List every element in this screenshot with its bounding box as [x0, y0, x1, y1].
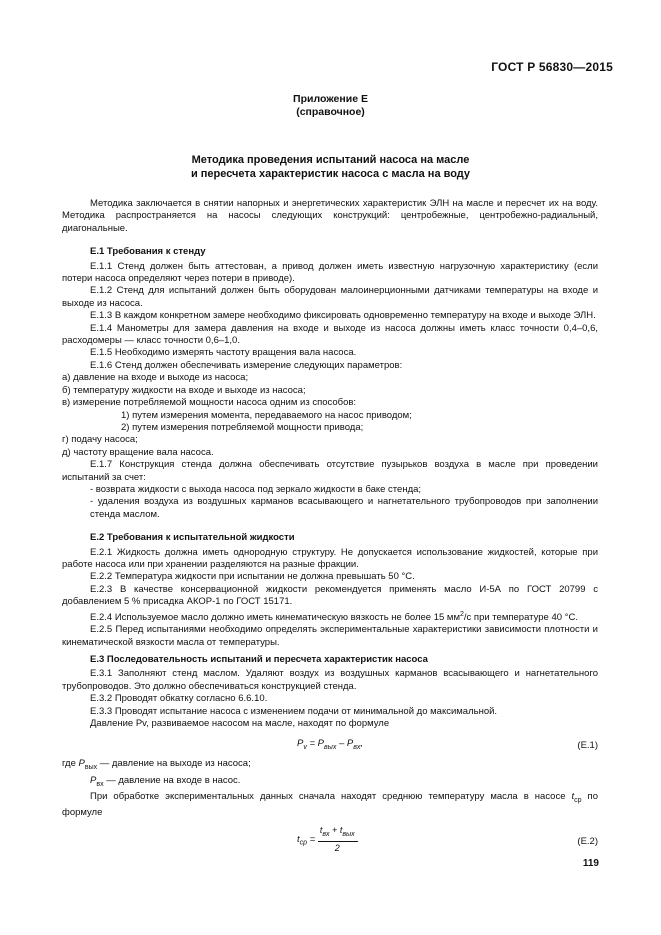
para-e2-1: Е.2.1 Жидкость должна иметь однородную структуру. Не допускается использование жидкостей, которые при работе насоса или при хранении разделяются на разные фракции.	[62, 546, 598, 570]
formula-e2	[62, 820, 598, 852]
title-line-2: и пересчета характеристик насоса с масла на воду	[190, 168, 471, 180]
formula-e2-number: (Е.2)	[577, 835, 598, 847]
formula-e1-number: (Е.1)	[577, 740, 598, 752]
para-e3-1: Е.3.1 Заполняют стенд маслом. Удаляют воздух из воздушных карманов всасывающего и нагнетательного трубопроводов. Это должно обеспечиваться конструкцией стенда.	[62, 668, 598, 692]
para-e1-2: Е.1.2 Стенд для испытаний должен быть оборудован малоинерционными датчиками температуры на входе и выходе из насоса.	[62, 285, 598, 309]
para-e2-2: Е.2.2 Температура жидкости при испытании не должна превышать 50 °С.	[90, 571, 415, 583]
page-number: 119	[582, 858, 599, 869]
para-e2-3: Е.2.3 В качестве консервационной жидкости рекомендуется применять масло И-5А по ГОСТ 20799 с добавлением 5 % присадка АКОР-1 по ГОСТ 15171.	[62, 583, 598, 608]
dash-item-1: - возврата жидкости с выхода насоса под зеркало жидкости в баке стенда;	[90, 483, 422, 495]
formula-e1-expression: $P_v = P_{вых} - P_{вх}$,	[297, 738, 364, 752]
where-line-2: $P_{вх}$ — давление на входе в насос.	[90, 774, 241, 788]
list-item-d: д) частоту вращение вала насоса.	[62, 446, 214, 458]
para-e3-5: При обработке экспериментальных данных сначала находят среднюю температуру масла в насосе $t_{ср}$ по формуле	[62, 791, 598, 819]
appendix-title: Приложение Е	[293, 93, 368, 105]
document-code: ГОСТ Р 56830—2015	[491, 60, 613, 74]
para-e1-1: Е.1.1 Стенд должен быть аттестован, а привод должен иметь известную нагрузочную характеристику (если потери насоса определяют через потери в приводе).	[62, 260, 598, 285]
section-title	[0, 153, 661, 181]
para-e1-4: Е.1.4 Манометры для замера давления на входе и выходе из насоса должны иметь класс точности 0,4–0,6, расходомеры — класс точности 0,6–1,0.	[62, 322, 598, 347]
dash-item-2: - удаления воздуха из воздушных карманов всасывающего и нагнетательного трубопроводов при заполнении стенда маслом.	[90, 496, 598, 520]
list-item-v2: 2) путем измерения потребляемой мощности привода;	[121, 421, 364, 433]
para-e2-4: Е.2.4 Используемое масло должно иметь кинематическую вязкость не более 15 $мм^2/с$ при температуре 40 °С.	[90, 610, 578, 623]
list-item-v1: 1) путем измерения момента, передаваемого на насос приводом;	[121, 409, 412, 421]
list-item-g: г) подачу насоса;	[62, 434, 138, 446]
para-e1-7: Е.1.7 Конструкция стенда должна обеспечивать отсутствие пузырьков воздуха в масле при проведении испытаний за счет:	[62, 459, 598, 483]
para-e1-6: Е.1.6 Стенд должен обеспечивать измерение следующих параметров:	[90, 359, 403, 371]
document-body	[62, 198, 598, 852]
para-e3-4: Давление Pv, развиваемое насосом на масле, находят по формуле	[90, 718, 390, 729]
para-e2-5: Е.2.5 Перед испытаниями необходимо определять экспериментальные характеристики зависимости плотности и кинематической вязкости масла от температуры.	[62, 624, 598, 648]
formula-e2-expression: $t_{ср}$ = $\frac{t_{вх} + t_{вых}}{2}$ .	[297, 824, 360, 853]
title-line-1: Методика проведения испытаний насоса на масле	[191, 154, 470, 166]
para-e1-3: Е.1.3 В каждом конкретном замере необходимо фиксировать одновременно температуру на входе и выходе ЭЛН.	[90, 310, 596, 322]
heading-e2: Е.2 Требования к испытательной жидкости	[90, 532, 295, 544]
where-line-1: где $P_{вых}$ — давление на выходе из насоса;	[62, 758, 251, 772]
appendix-heading	[0, 93, 661, 119]
list-item-a: а) давление на входе и выходе из насоса;	[62, 372, 249, 384]
para-e3-2: Е.3.2 Проводят обкатку согласно 6.6.10.	[90, 693, 268, 705]
para-e3-3: Е.3.3 Проводят испытание насоса с изменением подачи от минимальной до максимальной.	[90, 705, 498, 717]
heading-e1: Е.1 Требования к стенду	[90, 246, 206, 258]
intro-paragraph: Методика заключается в снятии напорных и энергетических характеристик ЭЛН на масле и пересчет их на воду. Методика распространяется на насосы следующих конструкций: центробежные, центробежно-радиальный, диагональные.	[62, 198, 598, 234]
list-item-b: б) температуру жидкости на входе и выходе из насоса;	[62, 384, 306, 396]
appendix-note: (справочное)	[296, 106, 365, 118]
list-item-v: в) измерение потребляемой мощности насоса одним из способов:	[62, 397, 357, 409]
para-e1-5: Е.1.5 Необходимо измерять частоту вращения вала насоса.	[90, 347, 357, 359]
heading-e3: Е.3 Последовательность испытаний и пересчета характеристик насоса	[90, 653, 428, 665]
formula-e1	[62, 730, 598, 758]
